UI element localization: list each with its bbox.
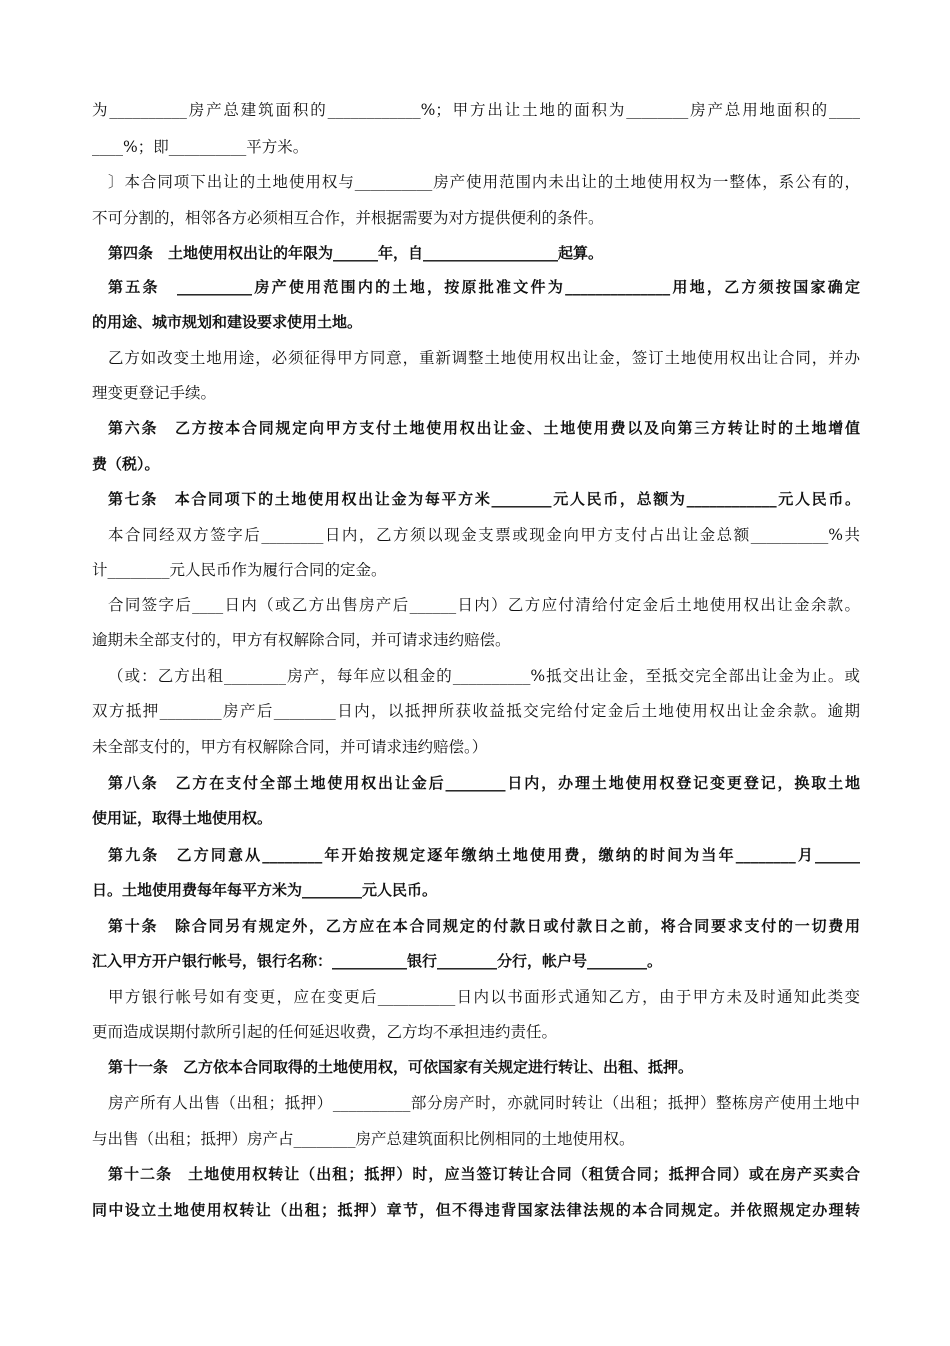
paragraph-line: 费（税）。 — [92, 455, 160, 473]
paragraph-line: 双方抵押________房产后________日内，以抵押所获收益抵交完给付定金后土地使用权出让金余款。逾期 — [92, 702, 860, 720]
paragraph-line: 的用途、城市规划和建设要求使用土地。 — [92, 313, 363, 331]
article-7-heading: 第七条 本合同项下的土地使用权出让金为每平方米________元人民币，总额为____________元人民币。 — [108, 490, 860, 508]
paragraph-line: 理变更登记手续。 — [92, 384, 217, 402]
paragraph-line: 逾期未全部支付的，甲方有权解除合同，并可请求违约赔偿。 — [92, 631, 511, 649]
article-11-heading: 第十一条 乙方依本合同取得的土地使用权，可依国家有关规定进行转让、出租、抵押。 — [108, 1058, 694, 1076]
paragraph-line: 更而造成误期付款所引起的任何延迟收费，乙方均不承担违约责任。 — [92, 1023, 558, 1041]
paragraph-line: 使用证，取得土地使用权。 — [92, 809, 273, 827]
paragraph-line: 为__________房产总建筑面积的____________%；甲方出让土地的面积为________房产总用地面积的____ — [92, 101, 860, 119]
paragraph-line: 计________元人民币作为履行合同的定金。 — [92, 561, 387, 579]
paragraph-line: 汇入甲方开户银行帐号，银行名称：__________银行________分行，帐户号________。 — [92, 952, 663, 970]
paragraph-line: 〕本合同项下出让的土地使用权与__________房产使用范围内未出让的土地使用权为一整体，系公有的， — [108, 173, 860, 191]
paragraph-line: 与出售（出租；抵押）房产占________房产总建筑面积比例相同的土地使用权。 — [92, 1130, 635, 1148]
article-10-heading: 第十条 除合同另有规定外，乙方应在本合同规定的付款日或付款日之前，将合同要求支付的一切费用 — [108, 917, 860, 935]
paragraph-line: 合同签字后____日内（或乙方出售房产后______日内）乙方应付清给付定金后土地使用权出让金余款。 — [108, 596, 860, 614]
article-9-heading: 第九条 乙方同意从________年开始按规定逐年缴纳土地使用费，缴纳的时间为当年________月______ — [108, 846, 860, 864]
article-5-heading: 第五条 __________房产使用范围内的土地，按原批准文件为______________用地，乙方须按国家确定 — [108, 278, 860, 296]
article-12-heading: 第十二条 土地使用权转让（出租；抵押）时，应当签订转让合同（租赁合同；抵押合同）或在房产买卖合 — [108, 1165, 860, 1183]
article-4-heading: 第四条 土地使用权出让的年限为______年，自__________________起算。 — [108, 244, 604, 262]
paragraph-line: 乙方如改变土地用途，必须征得甲方同意，重新调整土地使用权出让金，签订土地使用权出让合同，并办 — [108, 349, 860, 367]
paragraph-line: ____%；即__________平方米。 — [92, 138, 309, 156]
paragraph-line: 房产所有人出售（出租；抵押）__________部分房产时，亦就同时转让（出租；抵押）整栋房产使用土地中 — [108, 1094, 860, 1112]
paragraph-line: 不可分割的，相邻各方必须相互合作，并根据需要为对方提供便利的条件。 — [92, 209, 604, 227]
paragraph-line: 甲方银行帐号如有变更，应在变更后__________日内以书面形式通知乙方，由于甲方未及时通知此类变 — [108, 988, 860, 1006]
article-6-heading: 第六条 乙方按本合同规定向甲方支付土地使用权出让金、土地使用费以及向第三方转让时的土地增值 — [108, 419, 860, 437]
paragraph-line: 未全部支付的，甲方有权解除合同，并可请求违约赔偿。） — [92, 738, 488, 756]
article-8-heading: 第八条 乙方在支付全部土地使用权出让金后________日内，办理土地使用权登记变更登记，换取土地 — [108, 774, 860, 792]
paragraph-line: 本合同经双方签字后________日内，乙方须以现金支票或现金向甲方支付占出让金总额__________%共 — [108, 526, 860, 544]
paragraph-line: 同中设立土地使用权转让（出租；抵押）章节，但不得违背国家法律法规的本合同规定。并依照规定办理转 — [92, 1201, 860, 1219]
paragraph-line: （或：乙方出租________房产，每年应以租金的__________%抵交出让金，至抵交完全部出让金为止。或 — [108, 667, 860, 685]
paragraph-line: 日。土地使用费每年每平方米为________元人民币。 — [92, 881, 438, 899]
